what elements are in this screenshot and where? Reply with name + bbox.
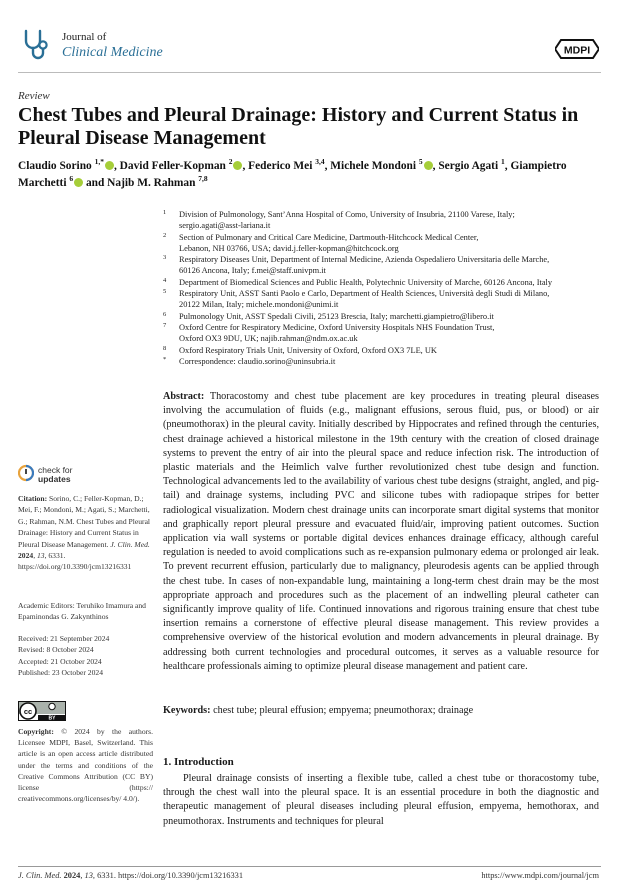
affiliation-line: Section of Pulmonary and Critical Care Medicine, Dartmouth-Hitchcock Medical Center, (179, 232, 479, 242)
affiliation-line: Oxford Respiratory Trials Unit, University of Oxford, Oxford OX3 7LE, UK (179, 345, 437, 355)
affiliation-line: Oxford Centre for Respiratory Medicine, Oxford University Hospitals NHS Foundation Trust, (179, 322, 495, 332)
citation-label: Citation: (18, 494, 48, 503)
affiliation-number: 5 (163, 288, 167, 296)
author-name: Michele Mondoni (330, 160, 419, 172)
copyright-text: © 2024 by the authors. Licensee MDPI, Basel, Switzerland. This article is an open access article distributed under the terms and conditions of the Creative Commons Attribution (CC BY) license (https:// creativecommons.org/licenses/by/ 4.0/). (18, 727, 153, 804)
citation: Citation: Sorino, C.; Feller-Kopman, D.; Mei, F.; Mondoni, M.; Agati, S.; Marchetti, G.; Rahman, N.M. Chest Tubes and Pleural Drainage: History and Current Status in Pleural Disease Management. J. Clin. Med. 2024, 13, 6331. https://doi.org/10.3390/jcm13216331 (18, 494, 151, 572)
author-name: Najib M. Rahman (107, 177, 199, 189)
affiliation-line: 20122 Milan, Italy; michele.mondoni@unimi.it (179, 300, 339, 310)
article-title: Chest Tubes and Pleural Drainage: History and Current Status in Pleural Disease Management (18, 104, 579, 149)
citation-doi[interactable]: , 6331. https://doi.org/10.3390/jcm13216331 (18, 551, 132, 572)
footer-journal: J. Clin. Med. (18, 871, 62, 880)
abstract-text: Thoracostomy and chest tube placement are key procedures in treating pleural diseases involving the accumulation of fluids (e.g., malignant effusions, serous fluid, pus, or blood) or air (pneumothorax) in the pleural cavity. Initially described by Hippocrates and refined through the centuries, chest drainage achieved a historical milestone in the 19th century with the creation of closed drainage systems to prevent the entry of air into the pleural space and reduce infection risk. The introduction of plastic materials and the Heimlich valve further revolutionized chest tube design and function. Technological advancements led to the availability of various chest tube designs (straight, angled, and pig-tail) and drainage systems, including PVC and silicone tubes with radiopaque stripes for better radiological visualization. Modern chest drainage units can incorporate smart digital systems that monitor and graphically report pleural pressure and evacuated fluid/air, improving patient outcomes. Suction application via wall systems or portable digital devices enhances drainage efficacy, although careful regulation is needed to avoid complications such as re-expansion pulmonary edema or prolonged air leak. To prevent recurrent effusion, particularly due to malignancy, pleurodesis agents can be applied through the chest tube. In cases of non-expandable lung, maintaining a long-term chest drain may be the most appropriate approach and procedures such as the placement of an indwelling pleural catheter can significantly improve quality of life. Continued innovations and rigorous training ensure that chest tube insertion remains a cornerstone of effective pleural disease management. This review provides a comprehensive overview of the historical evolution and modern advancements in pleural drainage. By addressing both current technologies and procedural outcomes, it serves as a valuable resource for healthcare professionals aiming to optimize pleural disease management and patient care. (163, 391, 599, 672)
footer-divider (18, 866, 601, 867)
cc-by-label: BY (48, 715, 56, 721)
affiliation-item (163, 322, 603, 345)
date-received: Received: 21 September 2024 (18, 634, 110, 643)
author-list: Claudio Sorino $^{1,*}$ , David Feller-Kopman $^2$ , Federico Mei $^{3,4}$, Michele Mondoni $^5$ , Sergio Agati $^1$, Giampietro Marchetti $^6$ and Najib M. Rahman $^{7,8}$ (18, 157, 567, 189)
orcid-icon[interactable] (424, 161, 433, 170)
footer-year: 2024 (63, 871, 81, 880)
mdpi-logo-text: MDPI (563, 44, 591, 57)
keywords-text: chest tube; pleural effusion; empyema; pneumothorax; drainage (213, 705, 474, 716)
check-line2: updates (38, 474, 71, 484)
footer-doi-link[interactable]: , 6331. https://doi.org/10.3390/jcm13216331 (92, 871, 244, 880)
section-body: Pleural drainage consists of inserting a flexible tube, called a chest tube or thoracostomy tube, through the chest wall into the pleural space. It is an essential procedure in both the diagnostic and therapeutic management of pleural diseases including pleural effusion, empyema, hemothorax, and pneumothorax. Instruments and techniques for pleural (163, 773, 599, 827)
citation-text: Sorino, C.; Feller-Kopman, D.; Mei, F.; Mondoni, M.; Agati, S.; Marchetti, G.; Rahman, N.M. Chest Tubes and Pleural Drainage: History and Current Status in Pleural Disease Management. (18, 494, 151, 549)
affiliation-number: 3 (163, 254, 167, 262)
date-published: Published: 23 October 2024 (18, 668, 103, 678)
author-name: Federico Mei (248, 160, 316, 172)
affiliation-line: Division of Pulmonology, Sant’Anna Hospital of Como, University of Insubria, 21100 Varese, Italy; (179, 210, 515, 219)
affiliation-line: Department of Biomedical Sciences and Public Health, Polytechnic University of Marche, 60126 Ancona, Italy (179, 277, 553, 287)
author-affiliation-marker: 2 (228, 157, 233, 167)
publication-dates (18, 633, 153, 679)
copyright-label: Copyright: (18, 727, 54, 736)
author-name: Claudio Sorino (18, 160, 95, 172)
affiliation-line: Pulmonology Unit, ASST Spedali Civili, 25123 Brescia, Italy; marchetti.giampietro@libero.it (179, 311, 494, 321)
affiliation-item (163, 209, 603, 232)
date-revised: Revised: 8 October 2024 (18, 645, 94, 655)
author-affiliation-marker: 6 (69, 174, 74, 184)
affiliation-number: 2 (163, 231, 167, 239)
check-line1: check for (38, 465, 73, 475)
check-for-updates-button[interactable] (18, 464, 88, 488)
author-name: David Feller-Kopman (119, 160, 229, 172)
mdpi-logo[interactable] (555, 38, 599, 60)
author-affiliation-marker: 5 (418, 157, 423, 167)
author-affiliation-marker: 7,8 (198, 174, 208, 184)
affiliation-item (163, 277, 603, 288)
journal-name[interactable]: Clinical Medicine (62, 45, 163, 60)
affiliation-number: 7 (163, 321, 167, 329)
affiliation-list (163, 209, 603, 367)
affiliation-line: Correspondence: claudio.sorino@uninsubria.it (179, 356, 336, 366)
abstract (163, 390, 599, 674)
author-affiliation-marker: 3,4 (315, 157, 325, 167)
affiliation-line: 60126 Ancona, Italy; f.mei@staff.univpm.it (179, 266, 326, 276)
author-name: Giampietro Marchetti (18, 160, 567, 189)
author-affiliation-marker: 1 (501, 157, 505, 167)
affiliation-number: 8 (163, 344, 167, 352)
affiliation-number: 1 (163, 209, 167, 216)
affiliation-item (163, 311, 603, 322)
citation-year: 2024 (18, 551, 34, 561)
affiliation-line: sergio.agati@asst-lariana.it (179, 221, 271, 231)
keywords (163, 704, 599, 718)
affiliation-line: Respiratory Diseases Unit, Department of Internal Medicine, Azienda Ospedaliero Universitaria delle Marche, (179, 255, 550, 265)
svg-text:cc: cc (23, 707, 33, 716)
citation-volume: 13 (36, 551, 45, 561)
affiliation-line: Respiratory Unit, ASST Santi Paolo e Carlo, Department of Health Sciences, Università degli Studi di Milano, (179, 289, 550, 299)
author-name: Sergio Agati (438, 160, 501, 172)
section-heading: 1. Introduction (163, 756, 234, 768)
abstract-label: Abstract: (163, 391, 205, 402)
author-affiliation-marker: 1,* (94, 157, 104, 167)
orcid-icon[interactable] (105, 161, 114, 170)
footer-journal-url[interactable]: https://www.mdpi.com/journal/jcm (481, 871, 599, 880)
check-updates-icon (18, 464, 34, 482)
keywords-label: Keywords: (163, 705, 211, 716)
cc-by-license-icon[interactable] (18, 701, 66, 721)
footer-citation: J. Clin. Med. 2024, 13, 6331. https://doi.org/10.3390/jcm13216331 (18, 871, 244, 880)
journal-name-prefix: Journal of (62, 31, 107, 43)
copyright-notice (18, 726, 153, 804)
date-accepted: Accepted: 21 October 2024 (18, 656, 102, 666)
academic-editors: Academic Editors: Teruhiko Imamura and Epaminondas G. Zakynthinos (18, 601, 146, 622)
affiliation-line: Oxford OX3 9DU, UK; najib.rahman@ndm.ox.ac.uk (179, 334, 358, 344)
affiliation-number: 6 (163, 310, 167, 318)
citation-journal: J. Clin. Med. (110, 539, 150, 549)
affiliation-number: 4 (163, 276, 167, 284)
affiliation-item (163, 254, 603, 277)
affiliation-number: * (163, 355, 167, 363)
affiliation-item (163, 288, 603, 311)
affiliation-item (163, 232, 603, 255)
affiliation-item (163, 356, 603, 367)
stethoscope-icon (18, 28, 52, 62)
footer-volume: 13 (84, 871, 93, 880)
affiliation-line: Lebanon, NH 03766, USA; david.j.feller-kopman@hitchcock.org (179, 243, 399, 253)
affiliation-item (163, 345, 603, 356)
article-type: Review (18, 90, 50, 102)
orcid-icon[interactable] (233, 161, 242, 170)
orcid-icon[interactable] (74, 178, 83, 187)
header-divider (18, 72, 601, 73)
